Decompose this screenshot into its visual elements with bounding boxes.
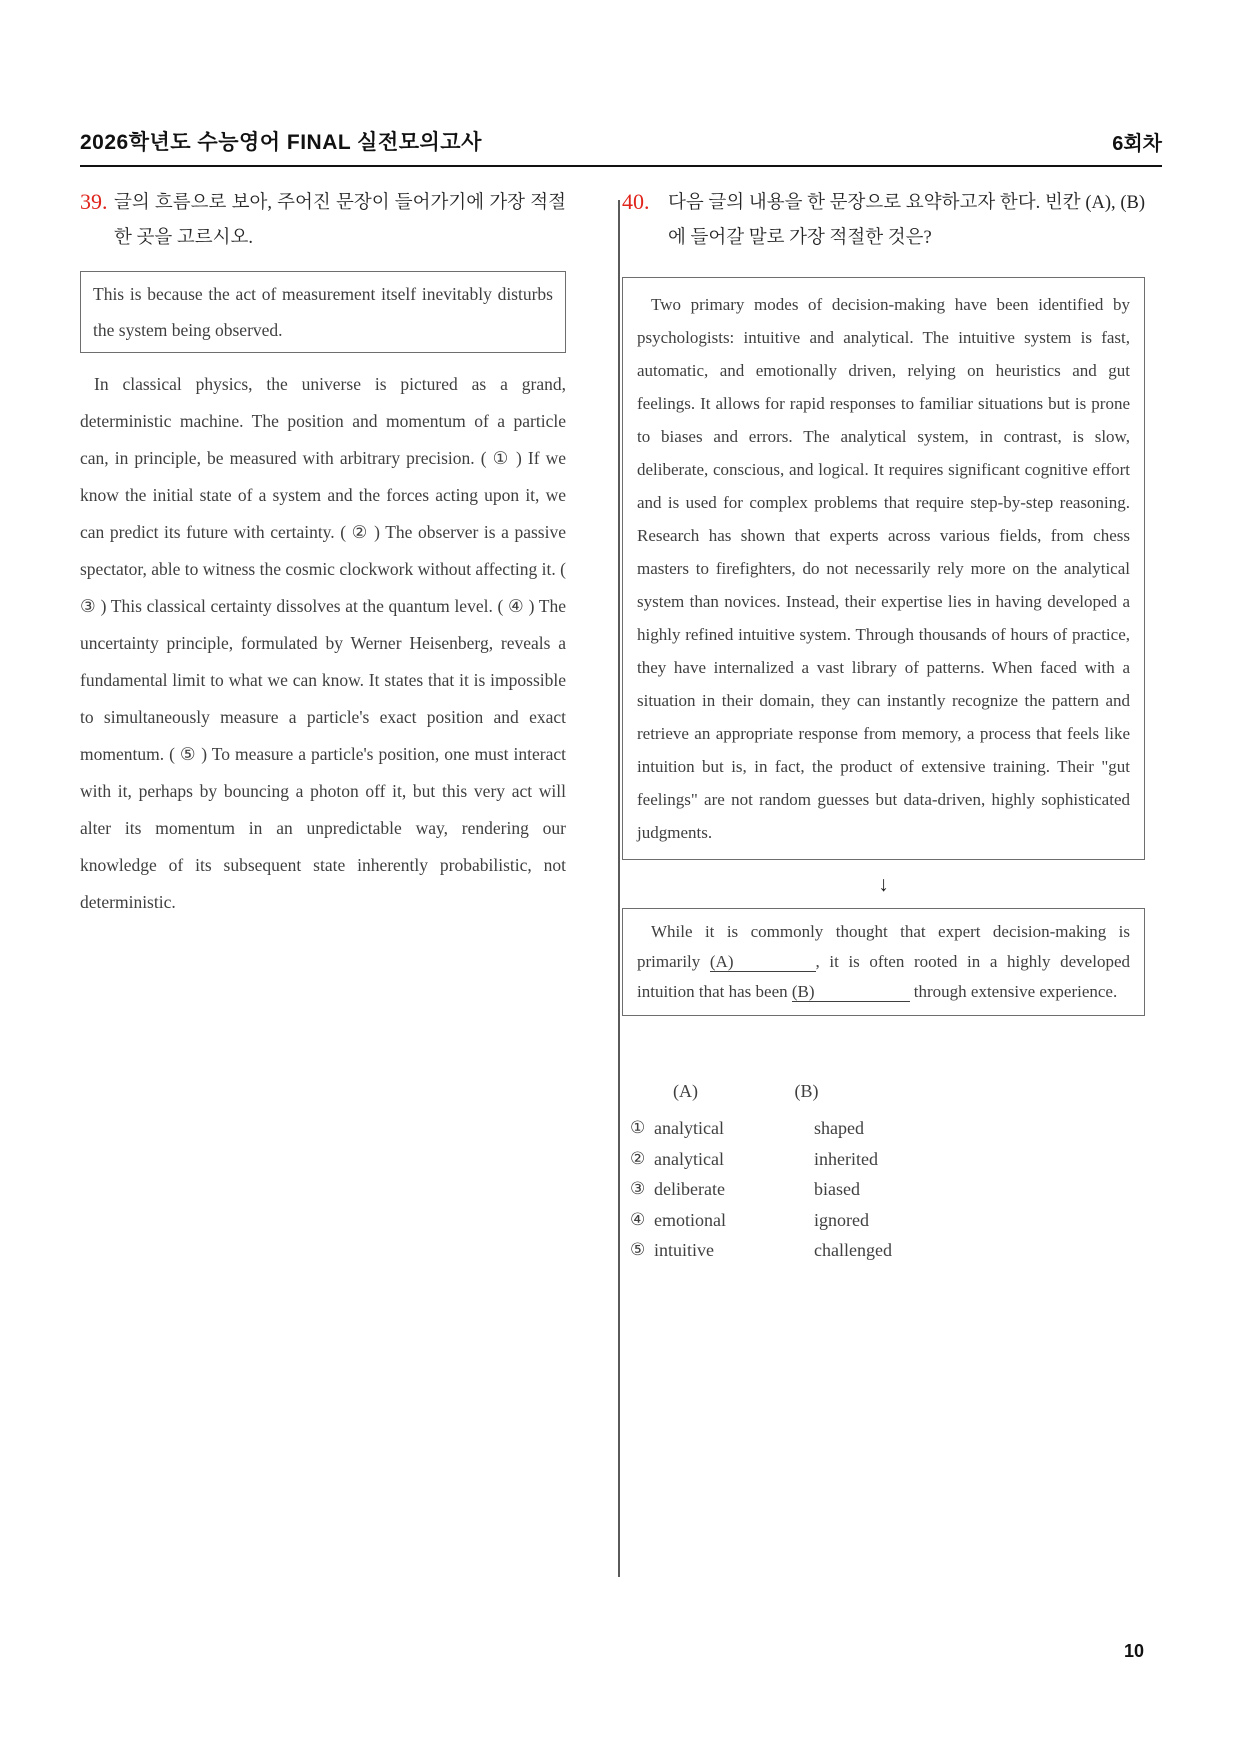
- question-39-prompt: 글의 흐름으로 보아, 주어진 문장이 들어가기에 가장 적절한 곳을 고르시오.: [114, 193, 566, 248]
- exam-title: 2026학년도 수능영어 FINAL 실전모의고사: [80, 131, 482, 154]
- choice-3-option-b: biased: [814, 1179, 860, 1199]
- given-sentence-text: This is because the act of measurement itself inevitably disturbs the system being observed.: [93, 284, 553, 340]
- choice-2-option-b: inherited: [814, 1148, 878, 1169]
- choice-5-option-a: intuitive: [654, 1240, 714, 1260]
- choice-1-marker: ①: [630, 1118, 646, 1137]
- question-39-number: 39.: [80, 189, 108, 214]
- choice-2-option-a: analytical: [654, 1148, 724, 1169]
- choices-header: [622, 1076, 1145, 1106]
- blank-a-label: (A): [709, 952, 734, 971]
- question-40-number: 40.: [622, 189, 650, 214]
- choice-3-option-a: deliberate: [654, 1179, 725, 1199]
- choice-2-marker: ②: [630, 1148, 646, 1168]
- blank-b-label: (B): [791, 982, 815, 1001]
- summary-sentence-box: [622, 908, 1145, 1016]
- choice-row-1: [622, 1113, 1145, 1144]
- choice-4-option-b: ignored: [814, 1209, 869, 1230]
- choices-header-b: (B): [794, 1081, 819, 1101]
- choice-4-option-a: emotional: [654, 1209, 726, 1230]
- question-40-prompt: 다음 글의 내용을 한 문장으로 요약하고자 한다. 빈칸 (A), (B)에 들어갈 말로 가장 적절한 것은?: [668, 193, 1145, 248]
- column-divider: [618, 200, 620, 1577]
- choice-4-marker: ④: [630, 1209, 646, 1229]
- choice-1-option-b: shaped: [814, 1118, 864, 1138]
- question-40-head: [622, 186, 1145, 256]
- choice-row-3: [622, 1174, 1145, 1205]
- summary-part-1: While it is commonly thought that expert decision-making is primarily: [637, 922, 1130, 971]
- summary-part-2: , it is often rooted in a highly developed intuition that has been: [637, 952, 1130, 1001]
- summary-part-3: through extensive experience.: [909, 982, 1118, 1001]
- answer-choices: [622, 1076, 1145, 1266]
- choice-row-2: [622, 1144, 1145, 1175]
- choice-1-option-a: analytical: [654, 1118, 724, 1138]
- question-39-passage: In classical physics, the universe is pictured as a grand, deterministic machine. The position and momentum of a particle can, in principle, be measured with arbitrary precision. ( ① ) If we know the initial state of a system and the forces acting upon it, we can predict its future with certainty. ( ② ) The observer is a passive spectator, able to witness the cosmic clockwork without affecting it. ( ③ ) This classical certainty dissolves at the quantum level. ( ④ ) The uncertainty principle, formulated by Werner Heisenberg, reveals a fundamental limit to what we can know. It states that it is impossible to simultaneously measure a particle's exact position and exact momentum. ( ⑤ ) To measure a particle's position, one must interact with it, perhaps by bouncing a photon off it, but this very act will alter its momentum in an unpredictable way, rendering our knowledge of its subsequent state inherently probabilistic, not deterministic.: [80, 374, 566, 912]
- choice-3-marker: ③: [630, 1179, 646, 1198]
- question-40-section: [622, 186, 1145, 1266]
- choice-row-4: [622, 1205, 1145, 1236]
- down-arrow-icon: ↓: [878, 872, 889, 896]
- choice-5-option-b: challenged: [814, 1240, 892, 1260]
- blank-a: [710, 952, 816, 972]
- choices-header-a: (A): [673, 1081, 698, 1101]
- question-39-section: [80, 186, 566, 921]
- given-sentence-box: [80, 271, 566, 353]
- blank-b: [792, 982, 910, 1002]
- page-header: [80, 126, 1162, 167]
- page-number: 10: [1124, 1641, 1145, 1661]
- choice-row-5: [622, 1235, 1145, 1266]
- exam-edition-badge: 6회차: [1112, 133, 1162, 155]
- choice-5-marker: ⑤: [630, 1240, 646, 1259]
- question-40-passage-box: Two primary modes of decision-making have been identified by psychologists: intuitive and analytical. The intuitive system is fast, automatic, and emotionally driven, relying on heuristics and gut feelings. It allows for rapid responses to familiar situations but is prone to biases and errors. The analytical system, in contrast, is slow, deliberate, conscious, and logical. It requires significant cognitive effort and is used for complex problems that require step-by-step reasoning. Research has shown that experts across various fields, from chess masters to firefighters, do not necessarily rely more on the analytical system than novices. Instead, their expertise lies in having developed a highly refined intuitive system. Through thousands of hours of practice, they have internalized a vast library of patterns. When faced with a situation in their domain, they can instantly recognize the pattern and retrieve an appropriate response from memory, a process that feels like intuition but is, in fact, the product of extensive training. Their "gut feelings" are not random guesses but data-driven, highly sophisticated judgments.: [622, 277, 1145, 860]
- question-39-head: [80, 186, 566, 256]
